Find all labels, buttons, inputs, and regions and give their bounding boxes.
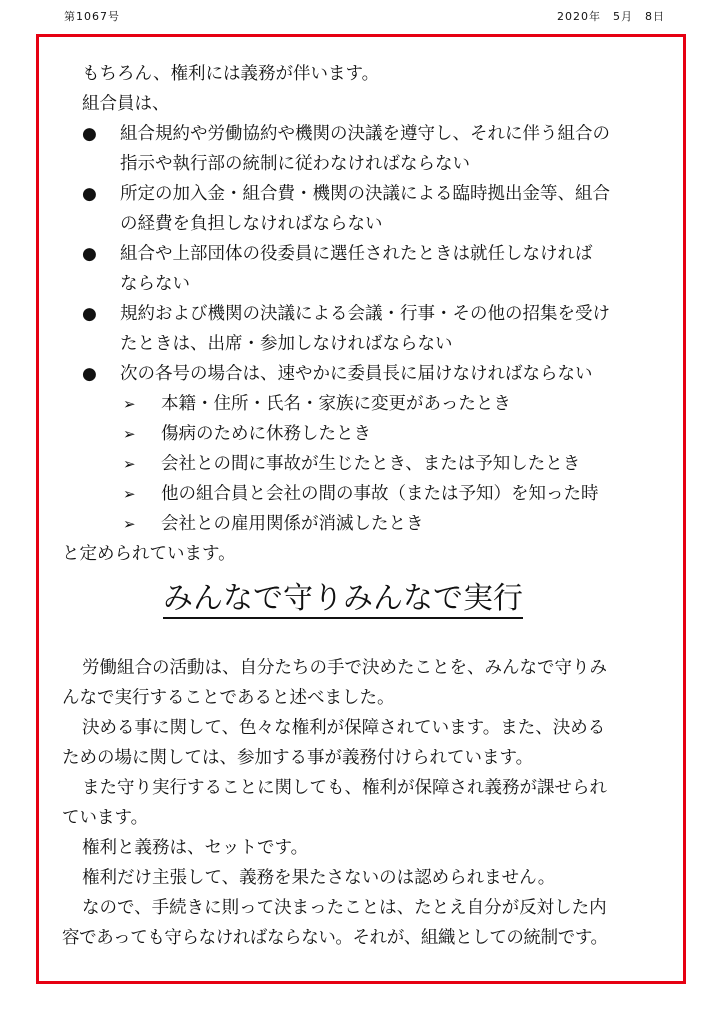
body-line: 権利だけ主張して、義務を果たさないのは認められません。	[82, 868, 556, 888]
sub-item: 会社との雇用関係が消滅したとき	[161, 514, 424, 534]
bullet-text: の経費を負担しなければならない	[120, 214, 383, 234]
bullet-icon: ●	[82, 244, 97, 264]
sub-item: 本籍・住所・氏名・家族に変更があったとき	[161, 394, 511, 414]
arrow-icon: ➢	[123, 485, 136, 503]
arrow-icon: ➢	[123, 395, 136, 413]
body-line: 権利と義務は、セットです。	[82, 838, 309, 858]
arrow-icon: ➢	[123, 455, 136, 473]
sub-item: 他の組合員と会社の間の事故（または予知）を知った時	[161, 484, 599, 504]
bullet-text: 組合規約や労働協約や機関の決議を遵守し、それに伴う組合の	[120, 124, 610, 144]
body-line: 労働組合の活動は、自分たちの手で決めたことを、みんなで守りみ	[82, 658, 607, 678]
bullet-icon: ●	[82, 184, 97, 204]
body-line: ています。	[62, 808, 149, 828]
bullet-icon: ●	[82, 304, 97, 324]
issue-number: 第1067号	[64, 10, 120, 23]
bullet-icon: ●	[82, 124, 97, 144]
arrow-icon: ➢	[123, 425, 136, 443]
bullet-text: 指示や執行部の統制に従わなければならない	[120, 154, 470, 174]
sub-item: 傷病のために休務したとき	[161, 424, 371, 444]
arrow-icon: ➢	[123, 515, 136, 533]
bullet-icon: ●	[82, 364, 97, 384]
section-title: みんなで守りみんなで実行	[163, 584, 523, 619]
intro-line: 組合員は、	[82, 94, 170, 114]
body-line: 決める事に関して、色々な権利が保障されています。また、決める	[82, 718, 606, 738]
body-line: ための場に関しては、参加する事が義務付けられています。	[62, 748, 534, 768]
bullet-text: ならない	[120, 274, 190, 294]
bullet-text: たときは、出席・参加しなければならない	[120, 334, 453, 354]
intro-line: もちろん、権利には義務が伴います。	[82, 64, 380, 84]
sub-item: 会社との間に事故が生じたとき、または予知したとき	[161, 454, 581, 474]
bullet-text: 次の各号の場合は、速やかに委員長に届けなければならない	[120, 364, 593, 384]
body-line: なので、手続きに則って決まったことは、たとえ自分が反対した内	[82, 898, 607, 918]
bullet-text: 所定の加入金・組合費・機関の決議による臨時拠出金等、組合	[120, 184, 610, 204]
body-line: また守り実行することに関しても、権利が保障され義務が課せられ	[82, 778, 607, 798]
body-line: 容であっても守らなければならない。それが、組織としての統制です。	[62, 928, 608, 948]
issue-date: 2020年 5月 8日	[557, 10, 665, 23]
closing-text: と定められています。	[62, 544, 236, 564]
bullet-text: 規約および機関の決議による会議・行事・その他の招集を受け	[120, 304, 610, 324]
body-line: んなで実行することであると述べました。	[62, 688, 395, 708]
bullet-text: 組合や上部団体の役委員に選任されたときは就任しなければ	[120, 244, 593, 264]
